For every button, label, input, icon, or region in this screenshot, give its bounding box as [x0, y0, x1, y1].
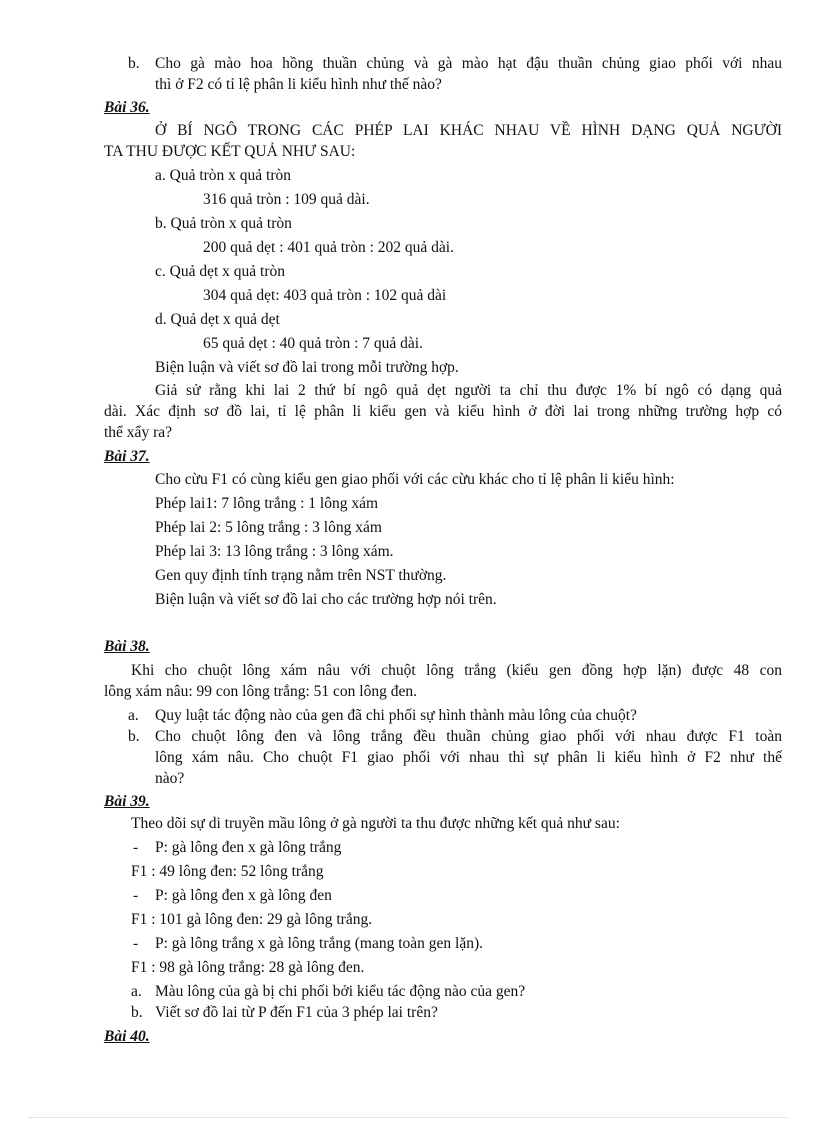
bai38-intro-line1: Khi cho chuột lông xám nâu với chuột lông trắng (kiểu gen đồng hợp lặn) được 48 con [131, 662, 782, 679]
dash-bullet: - [133, 887, 139, 904]
bai37-heading: Bài 37. [104, 448, 150, 465]
bai35-b-line1: Cho gà mào hoa hồng thuần chủng và gà mào hạt đậu thuần chủng giao phối với nhau [155, 55, 782, 72]
bai36-item-d-label: d. Quả dẹt x quả dẹt [155, 311, 280, 328]
bai36-instruction: Biện luận và viết sơ đồ lai trong mỗi trường hợp. [155, 359, 459, 376]
bai38-b-line1: Cho chuột lông đen và lông trắng đều thuần chủng giao phối với nhau được F1 toàn [155, 728, 782, 745]
bai37-cross-2: Phép lai 2: 5 lông trắng : 3 lông xám [155, 519, 382, 536]
bai39-cross1-parents: P: gà lông đen x gà lông trắng [155, 839, 342, 856]
bai38-heading: Bài 38. [104, 638, 150, 655]
bai37-cross-1: Phép lai1: 7 lông trắng : 1 lông xám [155, 495, 379, 512]
bai37-intro: Cho cừu F1 có cùng kiểu gen giao phối với các cừu khác cho tỉ lệ phân li kiểu hình: [155, 471, 675, 488]
bai37-cross-3: Phép lai 3: 13 lông trắng : 3 lông xám. [155, 543, 394, 560]
bai35-b-line2: thì ở F2 có tỉ lệ phân li kiểu hình như thế nào? [155, 76, 442, 93]
bai36-intro-line1: Ở BÍ NGÔ TRONG CÁC PHÉP LAI KHÁC NHAU VỀ HÌNH DẠNG QUẢ NGƯỜI [155, 122, 782, 139]
bai38-b-line3: nào? [155, 770, 185, 787]
bai38-intro-line2: lông xám nâu: 99 con lông trắng: 51 con lông đen. [104, 683, 417, 700]
dash-bullet: - [133, 935, 139, 952]
bai36-item-c-label: c. Quả dẹt x quả tròn [155, 263, 285, 280]
bai36-intro-line2: TA THU ĐƯỢC KẾT QUẢ NHƯ SAU: [104, 143, 356, 160]
bai36-item-a-result: 316 quả tròn : 109 quả dài. [203, 191, 370, 208]
bai37-note: Gen quy định tính trạng nằm trên NST thường. [155, 567, 447, 584]
item-a-marker: a. [128, 707, 139, 724]
bai37-instruction: Biện luận và viết sơ đồ lai cho các trường hợp nói trên. [155, 591, 497, 608]
bai40-heading: Bài 40. [104, 1028, 150, 1045]
bai36-extra-line3: thể xẩy ra? [104, 424, 172, 441]
bai39-heading: Bài 39. [104, 793, 150, 810]
bai39-cross1-f1: F1 : 49 lông đen: 52 lông trắng [131, 863, 324, 880]
bai36-item-b-label: b. Quả tròn x quả tròn [155, 215, 292, 232]
bai38-a-text: Quy luật tác động nào của gen đã chi phối sự hình thành màu lông của chuột? [155, 707, 637, 724]
bai36-item-d-result: 65 quả dẹt : 40 quả tròn : 7 quả dài. [203, 335, 423, 352]
bai39-cross3-parents: P: gà lông trắng x gà lông trắng (mang toàn gen lặn). [155, 935, 484, 952]
bai39-a-text: Màu lông của gà bị chi phối bởi kiểu tác động nào của gen? [155, 983, 526, 1000]
item-a-marker: a. [131, 983, 142, 1000]
bai39-cross2-parents: P: gà lông đen x gà lông đen [155, 887, 332, 904]
bai39-intro: Theo dõi sự di truyền mầu lông ở gà người ta thu được những kết quả như sau: [131, 815, 620, 832]
bai38-b-line2: lông xám nâu. Cho chuột F1 giao phối với nhau thì sự phân li kiểu hình ở F2 như thế [155, 749, 782, 766]
bai36-item-a-label: a. Quả tròn x quả tròn [155, 167, 292, 184]
item-b-marker: b. [131, 1004, 143, 1021]
item-b-marker: b. [128, 55, 140, 72]
bai39-cross3-f1: F1 : 98 gà lông trắng: 28 gà lông đen. [131, 959, 365, 976]
bai36-item-c-result: 304 quả dẹt: 403 quả tròn : 102 quả dài [203, 287, 447, 304]
bai36-item-b-result: 200 quả dẹt : 401 quả tròn : 202 quả dài. [203, 239, 454, 256]
dash-bullet: - [133, 839, 139, 856]
bai39-cross2-f1: F1 : 101 gà lông đen: 29 gà lông trắng. [131, 911, 373, 928]
item-b-marker: b. [128, 728, 140, 745]
bai36-heading: Bài 36. [104, 99, 150, 116]
bai39-b-text: Viết sơ đồ lai từ P đến F1 của 3 phép lai trên? [155, 1004, 438, 1021]
page-bottom-divider [28, 1117, 788, 1118]
bai36-extra-line1: Giả sử rằng khi lai 2 thứ bí ngô quả dẹt người ta chỉ thu được 1% bí ngô có dạng quả [155, 382, 782, 399]
bai36-extra-line2: dài. Xác định sơ đồ lai, tỉ lệ phân li kiểu gen và kiểu hình ở đời lai trong những trường hợp có [104, 403, 782, 420]
